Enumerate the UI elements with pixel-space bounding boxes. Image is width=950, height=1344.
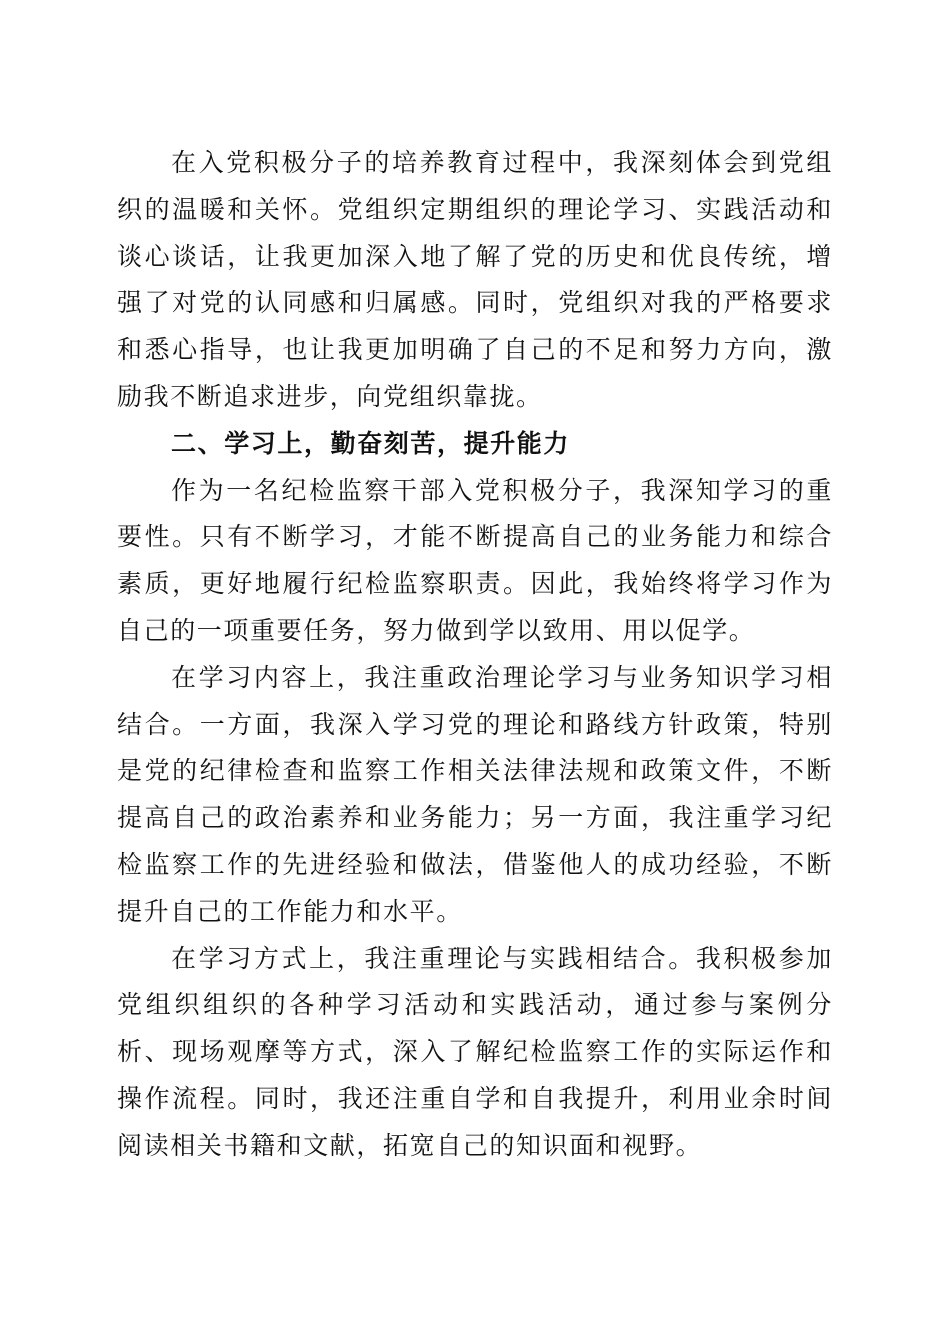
- paragraph-study-content: 在学习内容上，我注重政治理论学习与业务知识学习相结合。一方面，我深入学习党的理论和路线方针政策，特别是党的纪律检查和监察工作相关法律法规和政策文件，不断提高自己的政治素养和业务能力；另一方面，我注重学习纪检监察工作的先进经验和做法，借鉴他人的成功经验，不断提升自己的工作能力和水平。: [117, 662, 833, 926]
- paragraph-importance-of-study: 作为一名纪检监察干部入党积极分子，我深知学习的重要性。只有不断学习，才能不断提高自己的业务能力和综合素质，更好地履行纪检监察职责。因此，我始终将学习作为自己的一项重要任务，努力做到学以致用、用以促学。: [117, 475, 833, 645]
- paragraph-party-care: 在入党积极分子的培养教育过程中，我深刻体会到党组织的温暖和关怀。党组织定期组织的理论学习、实践活动和谈心谈话，让我更加深入地了解了党的历史和优良传统，增强了对党的认同感和归属感。同时，党组织对我的严格要求和悉心指导，也让我更加明确了自己的不足和努力方向，激励我不断追求进步，向党组织靠拢。: [117, 148, 833, 411]
- section-heading-study: 二、学习上，勤奋刻苦，提升能力: [171, 428, 571, 458]
- document-body: [117, 140, 833, 1170]
- paragraph-study-method: 在学习方式上，我注重理论与实践相结合。我积极参加党组织组织的各种学习活动和实践活动，通过参与案例分析、现场观摩等方式，深入了解纪检监察工作的实际运作和操作流程。同时，我还注重自学和自我提升，利用业余时间阅读相关书籍和文献，拓宽自己的知识面和视野。: [117, 943, 833, 1160]
